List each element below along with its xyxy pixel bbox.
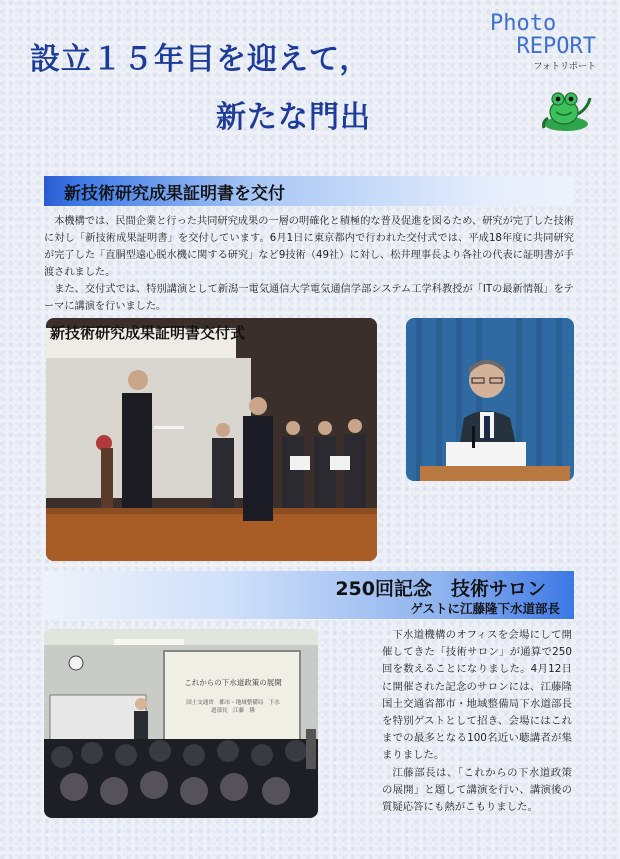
section1-paragraph-1: 本機構では、民間企業と行った共同研究成果の一層の明確化と積極的な普及促進を図るため、研究が完了した技術に対し「新技術成果証明書」を交付しています。6月1日に東京都内で行われた交付式では、平成18年度に共同研究が完了した「直胴型遠心脱水機に関する研究」など9技術（49社）に対し、松井理事長より各社の代表に証明書が手渡されました。 bbox=[44, 216, 574, 278]
screen-title: これからの下水道政策の展開 bbox=[184, 678, 282, 687]
section2-subheading: ゲストに江藤隆下水道部長 bbox=[410, 601, 560, 616]
photo-report-logo bbox=[486, 12, 596, 72]
section1-heading: 新技術研究成果証明書を交付 bbox=[64, 183, 285, 204]
section1-text bbox=[44, 213, 574, 315]
frog-mascot-icon bbox=[538, 84, 594, 134]
ceremony-photo bbox=[46, 318, 377, 561]
section1-banner bbox=[44, 176, 574, 206]
photo-report-photo: Photo bbox=[490, 11, 557, 36]
photo-report-sub: フォトリポート bbox=[533, 62, 596, 72]
lecture-photo bbox=[44, 629, 318, 818]
section1-paragraph-2: また、交付式では、特別講演として新潟一電気通信大学電気通信学部システム工学科教授が「ITの最新情報」をテーマに講演を行いました。 bbox=[44, 284, 574, 312]
photo-report-report: REPORT bbox=[516, 34, 596, 59]
page-title-line2: 新たな門出 bbox=[216, 100, 371, 135]
section2-text bbox=[382, 627, 572, 816]
screen-subtitle: 国土交通省 都市・地域整備局 下水道部長 江藤 隆 bbox=[186, 700, 280, 714]
section2-heading: 250回記念 技術サロン bbox=[335, 578, 546, 600]
section2-paragraph-1: 下水道機構のオフィスを会場にして開催してきた「技術サロン」が通算で250回を数えることになりました。4月12日に開催された記念のサロンには、江藤隆国土交通省都市・地域整備局下水道部長を特別ゲストとして招き、会場にはこれまでの最多となる100名近い聴講者が集まりました。 bbox=[382, 629, 572, 762]
section2-paragraph-2: 江藤部長は、「これからの下水道政策の展開」と題して講演を行い、講演後の質疑応答にも熱がこもりました。 bbox=[382, 766, 572, 814]
speaker-photo bbox=[406, 318, 574, 481]
page-title-line1: 設立１５年目を迎えて， bbox=[30, 42, 371, 77]
ceremony-sign: 新技術研究成果証明書交付式 bbox=[50, 324, 246, 342]
